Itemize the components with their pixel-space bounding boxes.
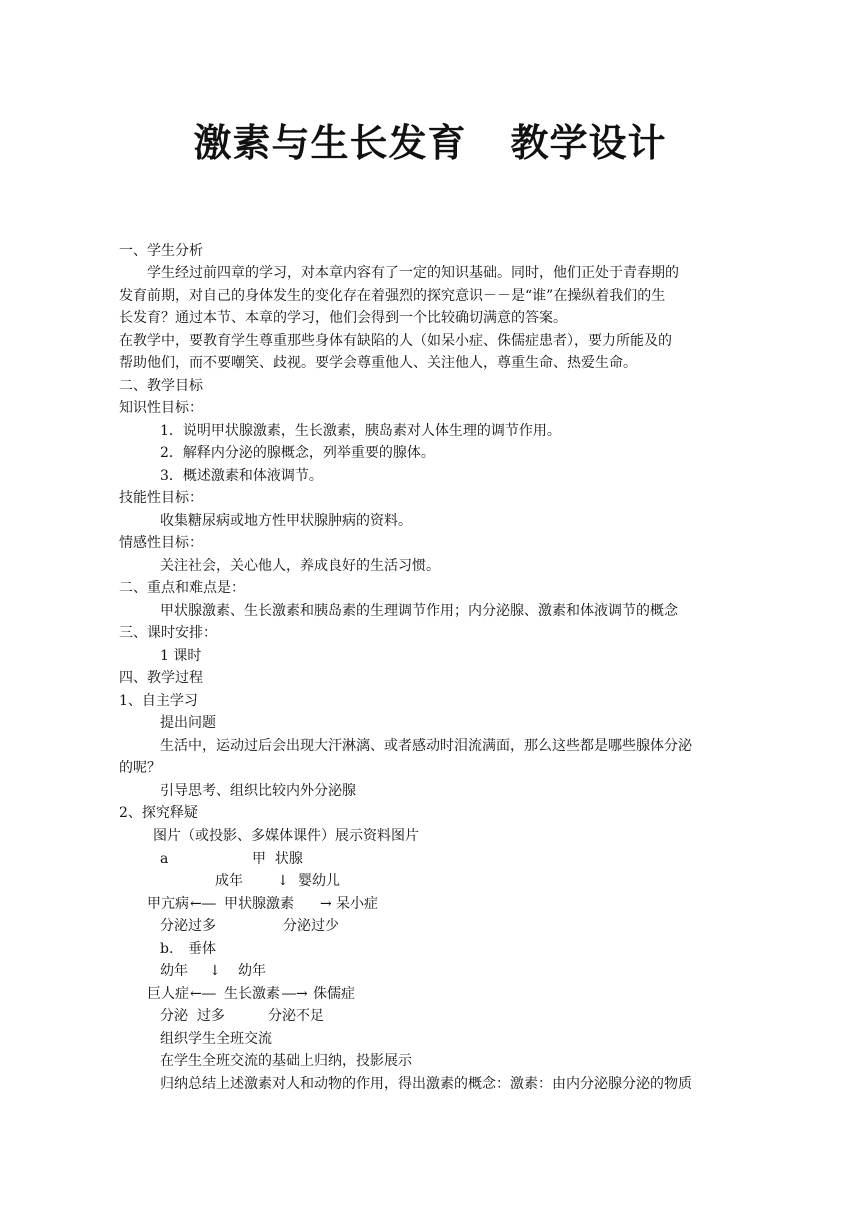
subheading: 2、探究释疑 — [119, 805, 198, 821]
paragraph-line: 甲状腺激素、生长激素和胰岛素的生理调节作用；内分泌腺、激素和体液调节的概念 — [160, 603, 678, 619]
diagram-label-youth-left: 幼年 — [160, 963, 188, 979]
diagram-node-thyroid: 甲 状腺 — [252, 851, 303, 867]
diagram-label-oversecretion: 分泌过多 — [160, 918, 216, 934]
arrow-right-icon: ―→ — [282, 986, 308, 1002]
subheading: 知识性目标： — [119, 400, 203, 416]
subheading: 技能性目标： — [119, 490, 203, 506]
paragraph-line: 在教学中，要教育学生尊重那些身体有缺陷的人（如呆小症、侏儒症患者），要力所能及的 — [119, 333, 672, 349]
arrow-down-icon: ↓ — [209, 963, 221, 979]
subheading: 情感性目标： — [119, 535, 203, 551]
paragraph-line: 在学生全班交流的基础上归纳，投影展示 — [160, 1053, 412, 1069]
arrow-left-icon: ←― — [190, 896, 216, 912]
section-heading: 二、教学目标 — [119, 378, 203, 394]
paragraph-line: 收集糖尿病或地方性甲状腺肿病的资料。 — [160, 513, 412, 529]
diagram-node-cretinism: 呆小症 — [336, 896, 378, 912]
paragraph-line: 引导思考、组织比较内外分泌腺 — [160, 783, 356, 799]
list-item: 1．说明甲状腺激素，生长激素，胰岛素对人体生理的调节作用。 — [160, 423, 561, 439]
diagram-label-infant: 婴幼儿 — [298, 873, 340, 889]
diagram-label-adult: 成年 — [215, 873, 243, 889]
diagram-label-insufficient: 分泌不足 — [268, 1008, 324, 1024]
list-item: 3．概述激素和体液调节。 — [160, 468, 323, 484]
list-item: 2．解释内分泌的腺概念，列举重要的腺体。 — [160, 445, 435, 461]
section-heading: 四、教学过程 — [119, 670, 203, 686]
paragraph-line: 图片（或投影、多媒体课件）展示资料图片 — [153, 828, 419, 844]
title-part-2: 教学设计 — [510, 120, 667, 165]
paragraph-line: 提出问题 — [160, 715, 216, 731]
paragraph-line: 组织学生全班交流 — [160, 1031, 272, 1047]
paragraph-line: 归纳总结上述激素对人和动物的作用，得出激素的概念：激素：由内分泌腺分泌的物质 — [160, 1076, 692, 1092]
page-title — [0, 112, 860, 167]
diagram-label-youth-right: 幼年 — [238, 963, 266, 979]
arrow-right-icon: → — [320, 896, 332, 912]
subheading: 1、自主学习 — [119, 693, 198, 709]
diagram-node-thyroid-hormone: 甲状腺激素 — [224, 896, 294, 912]
paragraph-line: 生活中，运动过后会出现大汗淋漓、或者感动时泪流满面，那么这些都是哪些腺体分泌 — [160, 738, 692, 754]
paragraph-line: 学生经过前四章的学习，对本章内容有了一定的知识基础。同时，他们正处于青春期的 — [147, 265, 679, 281]
section-heading: 一、学生分析 — [119, 243, 203, 259]
diagram-label-b: b. — [160, 941, 174, 957]
title-part-1: 激素与生长发育 — [193, 120, 467, 165]
paragraph-line: 长发育？通过本节、本章的学习，他们会得到一个比较确切满意的答案。 — [119, 310, 567, 326]
diagram-node-dwarfism: 侏儒症 — [313, 986, 355, 1002]
section-heading: 二、重点和难点是： — [119, 580, 245, 596]
diagram-node-pituitary: 垂体 — [188, 941, 216, 957]
paragraph-line: 的呢？ — [119, 760, 161, 776]
paragraph-line: 发育前期，对自己的身体发生的变化存在着强烈的探究意识－－是“谁”在操纵着我们的生 — [119, 288, 666, 304]
section-heading: 三、课时安排： — [119, 625, 217, 641]
diagram-label-a: a — [160, 851, 169, 867]
paragraph-line: 帮助他们，而不要嘲笑、歧视。要学会尊重他人、关注他人，尊重生命、热爱生命。 — [119, 355, 637, 371]
arrow-down-icon: ↓ — [277, 873, 289, 889]
paragraph-line: 关注社会，关心他人，养成良好的生活习惯。 — [160, 558, 440, 574]
diagram-node-growth-hormone: 生长激素 — [224, 986, 280, 1002]
diagram-label-oversecretion: 分泌 过多 — [160, 1008, 225, 1024]
diagram-label-undersecretion: 分泌过少 — [283, 918, 339, 934]
arrow-left-icon: ←― — [190, 986, 216, 1002]
diagram-node-gigantism: 巨人症 — [147, 986, 189, 1002]
diagram-node-hyperthyroidism: 甲亢病 — [147, 896, 189, 912]
paragraph-line: 1 课时 — [160, 648, 202, 664]
